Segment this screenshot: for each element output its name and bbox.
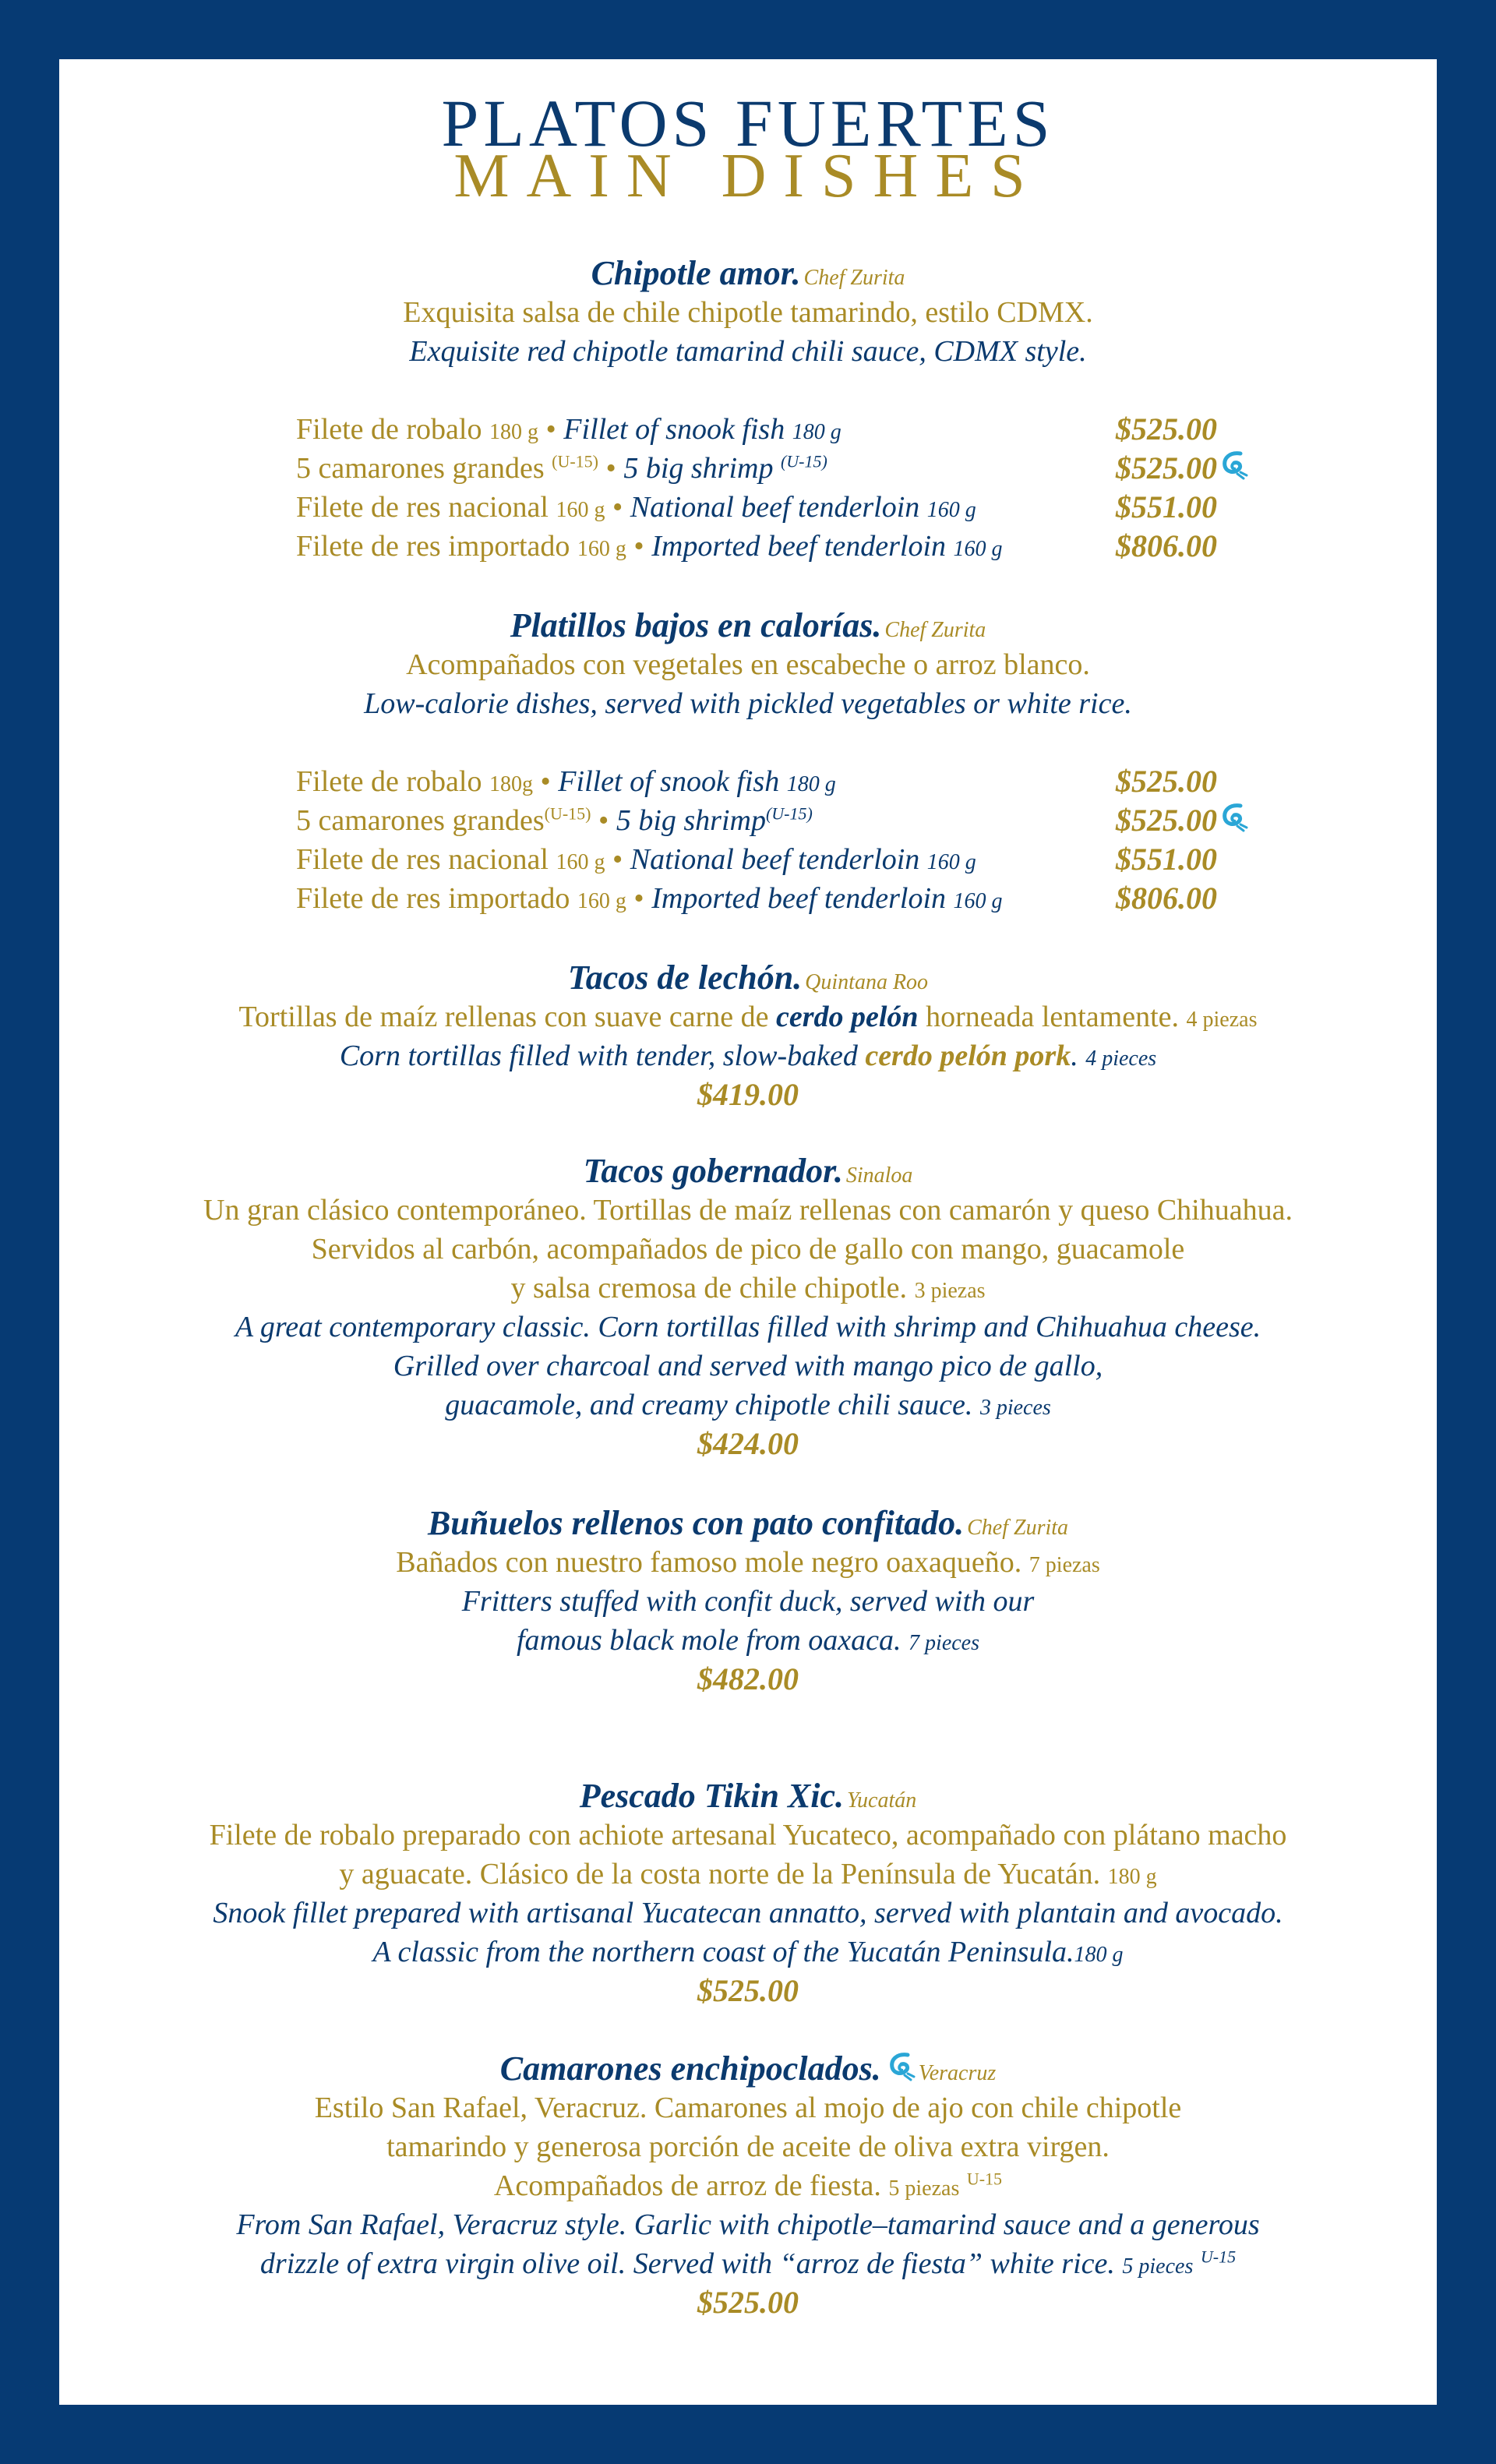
- section-low-calorie: [59, 606, 1437, 918]
- price: $525.00: [1116, 764, 1217, 799]
- section-enchipoclados: [59, 2049, 1437, 2322]
- desc-en: Grilled over charcoal and served with mango pico de gallo,: [393, 1350, 1103, 1382]
- price-row: 5 camarones grandes$^{(U-15)}$ • 5 big shrimp$^{(U-15)}$ $525.00: [59, 801, 1437, 840]
- desc-en: Exquisite red chipotle tamarind chili sauce, CDMX style.: [409, 335, 1087, 368]
- desc-es: Tortillas de maíz rellenas con suave carne de cerdo pelón horneada lentamente. 4 piezas: [238, 1001, 1258, 1033]
- dish-title: Camarones enchipoclados.: [499, 2049, 881, 2088]
- desc-es: Estilo San Rafael, Veracruz. Camarones al mojo de ajo con chile chipotle: [314, 2092, 1182, 2124]
- shrimp-icon: [1220, 803, 1248, 834]
- price: $525.00: [1116, 411, 1217, 447]
- dish-origin: Chef Zurita: [967, 1516, 1069, 1540]
- price: $525.00: [1116, 803, 1217, 838]
- price-row: Filete de res nacional 160 g • National beef tenderloin 160 g $551.00: [59, 840, 1437, 879]
- price: $806.00: [1116, 881, 1217, 916]
- desc-en: From San Rafael, Veracruz style. Garlic with chipotle–tamarind sauce and a generous: [236, 2208, 1260, 2241]
- dish-origin: Chef Zurita: [803, 266, 905, 290]
- dish-title: Tacos de lechón.: [567, 958, 803, 997]
- title-english: MAIN DISHES: [453, 142, 1043, 210]
- desc-en: A great contemporary classic. Corn tortillas filled with shrimp and Chihuahua cheese.: [235, 1311, 1261, 1343]
- shrimp-icon: [887, 2052, 916, 2083]
- desc-en: Fritters stuffed with confit duck, served with our: [461, 1585, 1035, 1618]
- dish-origin: Sinaloa: [845, 1163, 913, 1188]
- dish-title: Chipotle amor.: [591, 254, 801, 292]
- price: $424.00: [697, 1426, 799, 1461]
- price-row: Filete de res nacional 160 g • National beef tenderloin 160 g $551.00: [59, 488, 1437, 527]
- dish-origin: Yucatán: [847, 1788, 917, 1813]
- price-list: [59, 762, 1437, 918]
- desc-en: A classic from the northern coast of the Yucatán Peninsula.180 g: [372, 1936, 1124, 1968]
- price-list: [59, 410, 1437, 566]
- desc-es: Acompañados de arroz de fiesta. 5 piezas $^{U-15}$: [493, 2169, 1003, 2202]
- section-tikin-xic: [59, 1777, 1437, 2010]
- desc-es: y aguacate. Clásico de la costa norte de la Península de Yucatán. 180 g: [339, 1858, 1157, 1890]
- desc-es: Filete de robalo preparado con achiote artesanal Yucateco, acompañado con plátano macho: [209, 1819, 1287, 1852]
- desc-en: Corn tortillas filled with tender, slow-baked cerdo pelón pork. 4 pieces: [339, 1040, 1157, 1072]
- dish-title: Platillos bajos en calorías.: [510, 606, 882, 644]
- price-row: Filete de res importado 160 g • Imported beef tenderloin 160 g $806.00: [59, 527, 1437, 566]
- desc-es: Bañados con nuestro famoso mole negro oaxaqueño. 7 piezas: [396, 1546, 1100, 1579]
- desc-en: guacamole, and creamy chipotle chili sauce. 3 pieces: [445, 1389, 1051, 1421]
- dish-title: Tacos gobernador.: [583, 1152, 843, 1190]
- price: $525.00: [697, 2285, 799, 2320]
- title-spanish: PLATOS FUERTES: [441, 86, 1055, 161]
- price: $482.00: [697, 1661, 799, 1696]
- price-row: Filete de robalo 180g • Fillet of snook fish 180 g $525.00: [59, 762, 1437, 801]
- price-row: Filete de robalo 180 g • Fillet of snook fish 180 g $525.00: [59, 410, 1437, 449]
- menu-panel: [59, 59, 1437, 2405]
- desc-en: drizzle of extra virgin olive oil. Served with “arroz de fiesta” white rice. 5 pieces $^{U-15}$: [259, 2247, 1237, 2280]
- dish-title: Buñuelos rellenos con pato confitado.: [427, 1504, 965, 1542]
- desc-es: Acompañados con vegetales en escabeche o arroz blanco.: [406, 648, 1090, 681]
- desc-es: y salsa cremosa de chile chipotle. 3 piezas: [510, 1272, 986, 1304]
- price: $551.00: [1116, 489, 1217, 524]
- desc-es: Un gran clásico contemporáneo. Tortillas de maíz rellenas con camarón y queso Chihuahua.: [203, 1194, 1293, 1227]
- price: $806.00: [1116, 528, 1217, 563]
- dish-origin: Veracruz: [918, 2061, 997, 2085]
- price: $551.00: [1116, 842, 1217, 877]
- desc-es: Servidos al carbón, acompañados de pico de gallo con mango, guacamole: [311, 1233, 1185, 1266]
- desc-en: Snook fillet prepared with artisanal Yucatecan annatto, served with plantain and avocado.: [213, 1897, 1283, 1929]
- dish-origin: Quintana Roo: [805, 970, 929, 994]
- section-bunuelos: [59, 1504, 1437, 1699]
- desc-en: Low-calorie dishes, served with pickled vegetables or white rice.: [364, 687, 1132, 720]
- shrimp-icon: [1220, 450, 1248, 482]
- desc-es: Exquisita salsa de chile chipotle tamarindo, estilo CDMX.: [403, 296, 1093, 329]
- price-row: 5 camarones grandes $^{(U-15)}$ • 5 big shrimp $^{(U-15)}$ $525.00: [59, 449, 1437, 488]
- desc-en: famous black mole from oaxaca. 7 pieces: [516, 1624, 980, 1657]
- section-chipotle-amor: [59, 254, 1437, 566]
- price-row: Filete de res importado 160 g • Imported beef tenderloin 160 g $806.00: [59, 879, 1437, 918]
- section-tacos-lechon: [59, 958, 1437, 1114]
- price: $525.00: [1116, 450, 1217, 485]
- dish-origin: Chef Zurita: [884, 618, 986, 642]
- section-tacos-gobernador: [59, 1152, 1437, 1463]
- dish-title: Pescado Tikin Xic.: [579, 1777, 845, 1815]
- desc-es: tamarindo y generosa porción de aceite de oliva extra virgen.: [386, 2130, 1110, 2163]
- price: $419.00: [697, 1077, 799, 1112]
- price: $525.00: [697, 1973, 799, 2008]
